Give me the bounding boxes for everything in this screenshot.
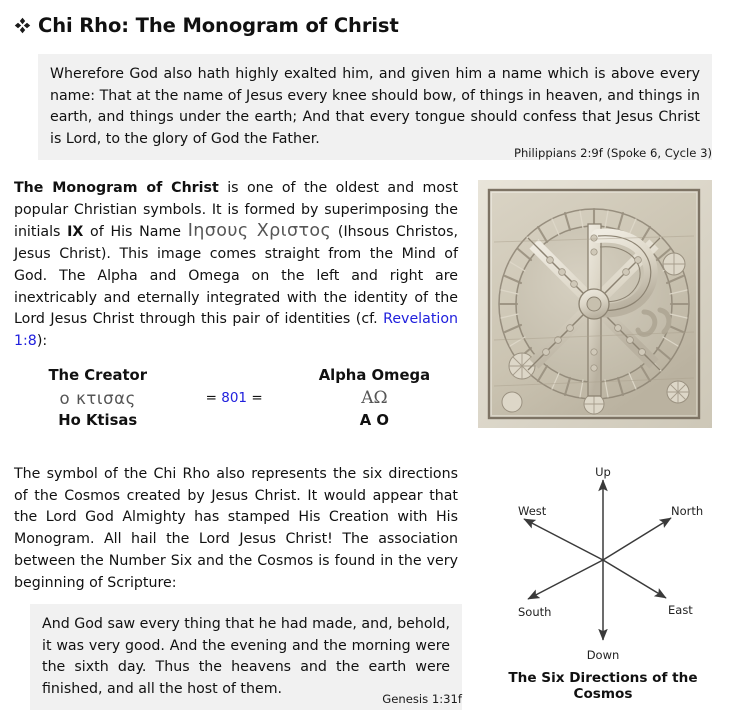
axis-east: [603, 560, 666, 598]
creator-transliteration: Ho Ktisas: [58, 412, 138, 429]
scripture-quote-top: [38, 54, 712, 160]
greek-name-inline: Ιησους Χριστος: [187, 221, 332, 242]
alpha-omega-greek: ΑΩ: [361, 388, 388, 408]
revelation-link[interactable]: Revelation 1:8: [14, 311, 458, 349]
page-header: [0, 0, 740, 37]
direction-label-north: North: [671, 504, 704, 518]
spacer-cell: [181, 366, 286, 387]
quote-attribution-bottom: Genesis 1:31f: [382, 692, 462, 706]
gematria-equivalence-table: [14, 366, 462, 430]
axis-north: [603, 518, 671, 560]
paragraph-text-4: ):: [36, 332, 48, 349]
direction-label-east: East: [668, 603, 693, 617]
paragraph-text-2: of His Name: [83, 224, 188, 241]
monogram-initials: IX: [67, 224, 84, 241]
paragraph-text-3: (Ihsous Christos, Jesus Christ). This image comes straight from the Mind of God. The Alpha and Omega on the left and right are inextricably and eternally integrated with the identity of the Lord Jesus Christ through this pair of identities (cf.: [14, 224, 459, 328]
equals-left: =: [205, 390, 217, 406]
table-row: [14, 387, 462, 409]
direction-label-west: West: [518, 504, 547, 518]
quote-text: Wherefore God also hath highly exalted him, and given him a name which is above every name: That at the name of Jesus every knee should bow, of things in heaven, and things in earth, and things under the earth; And that every tongue should confess that Jesus Christ is Lord, to the glory of God the Father.: [50, 66, 700, 147]
page-title: Chi Rho: The Monogram of Christ: [38, 14, 399, 37]
paragraph-text-1: is one of the oldest and most popular Christian symbols. It is formed by superimposing the initials: [14, 180, 459, 241]
gematria-number: 801: [221, 390, 248, 406]
table-row: [14, 409, 462, 430]
quote-text: And God saw every thing that he had made, and, behold, it was very good. And the evening and the morning were the sixth day. Thus the heavens and the earth were finished, and all the host of them.: [42, 616, 450, 697]
direction-label-up: Up: [595, 465, 611, 479]
six-directions-diagram: [478, 458, 728, 670]
axis-south: [528, 560, 603, 599]
equals-right: =: [251, 390, 263, 406]
direction-label-down: Down: [586, 648, 620, 662]
alpha-omega-transliteration: A O: [359, 412, 389, 429]
quote-attribution-top: Philippians 2:9f (Spoke 6, Cycle 3): [513, 146, 712, 160]
chi-rho-stone-carving: [478, 180, 712, 428]
alpha-omega-heading: Alpha Omega: [318, 367, 431, 384]
creator-heading: The Creator: [48, 367, 147, 384]
equivalence-value: [181, 387, 286, 409]
paragraph-lead: The Monogram of Christ: [14, 180, 219, 196]
diamond-cluster-icon: [14, 17, 31, 34]
body-paragraph-1: [14, 178, 458, 353]
directions-diagram-caption: The Six Directions of the Cosmos: [508, 670, 698, 702]
axis-west: [524, 519, 603, 560]
spacer-cell: [181, 409, 286, 430]
table-row: [14, 366, 462, 387]
direction-label-south: South: [518, 605, 552, 619]
creator-greek: ο κτισας: [59, 388, 136, 408]
body-paragraph-2: The symbol of the Chi Rho also represents the six directions of the Cosmos created by Jesus Christ. It would appear that the Lord God Almighty has stamped His Creation with His Monogram. All hail the Lord Jesus Christ! The association between the Number Six and the Cosmos is found in the very beginning of Scripture:: [14, 466, 458, 591]
